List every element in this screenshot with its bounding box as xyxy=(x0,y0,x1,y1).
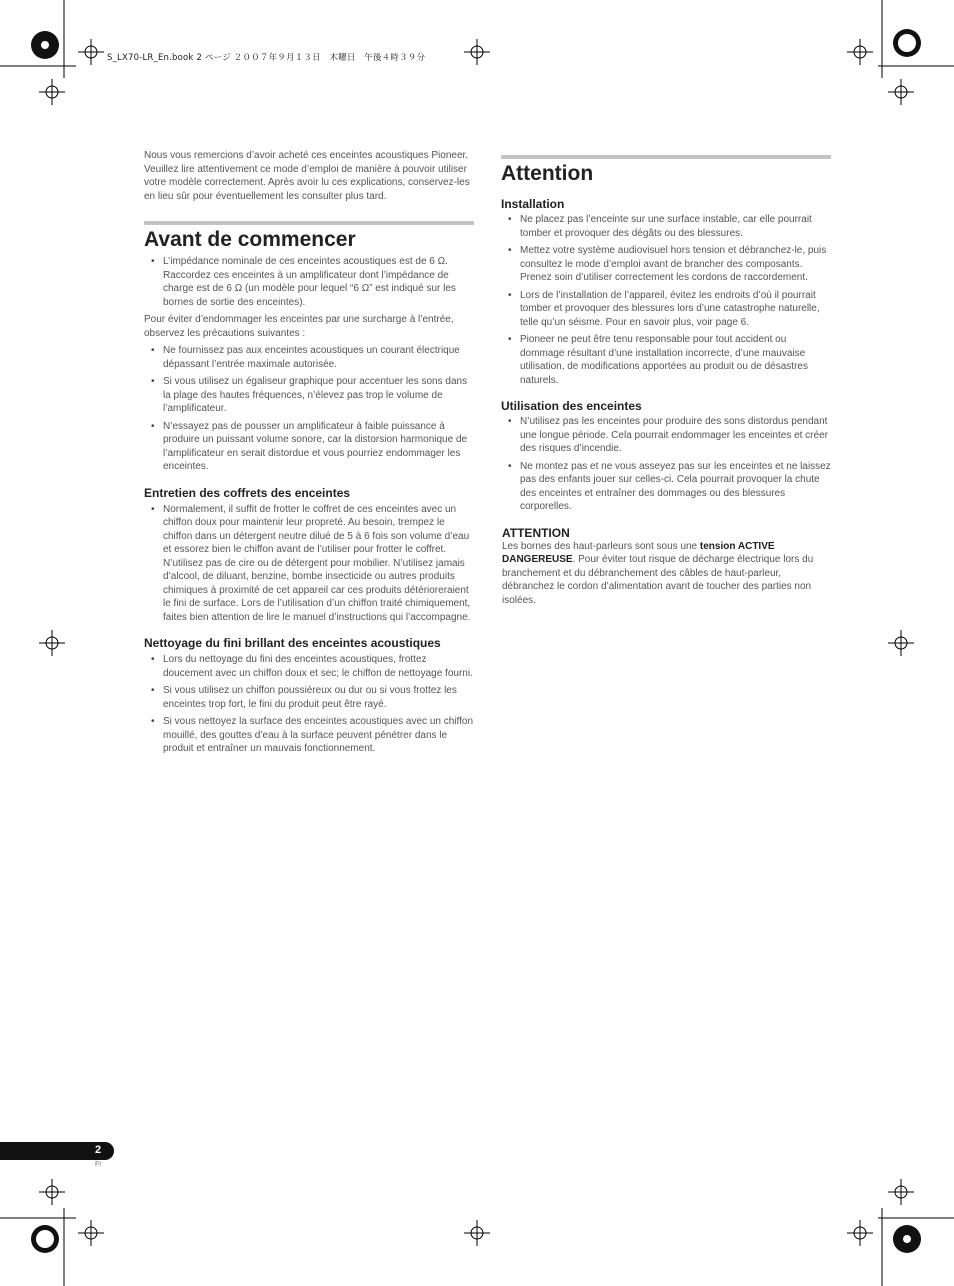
warning-box xyxy=(501,526,831,608)
section-title-avant: Avant de commencer xyxy=(144,221,474,252)
subsection-title-utilisation: Utilisation des enceintes xyxy=(501,399,642,413)
list-item: • Lors de l’installation de l’appareil, évitez les endroits d’où il pourrait tomber et provoquer des blessures lors d’une catastrophe naturelle, telle qu’un séisme. Pour en savoir plus, voir page 6. xyxy=(501,289,831,330)
list-item: • N’utilisez pas les enceintes pour produire des sons distordus pendant une longue période. Cela pourrait endommager les enceintes et créer des risques d’incendie. xyxy=(501,415,831,456)
list-item: • N’essayez pas de pousser un amplificateur à faible puissance à produire un puissant volume sonore, car la distorsion harmonique de l’amplificateur en serait distordue et vous pourriez endommager les enceintes. xyxy=(144,420,474,474)
intro-paragraph: Nous vous remercions d’avoir acheté ces enceintes acoustiques Pioneer. Veuillez lire attentivement ce mode d’emploi de manière à pouvoir utiliser votre modèle correctement. Après avoir lu ces explications, conservez-les en lieu sûr pour éventuellement les consulter plus tard. xyxy=(144,150,470,202)
overload-paragraph: Pour éviter d’endommager les enceintes par une surcharge à l’entrée, observez les précautions suivantes : xyxy=(144,314,454,339)
list-item: • Pioneer ne peut être tenu responsable pour tout accident ou dommage résultant d’une installation incorrecte, d’une mauvaise utilisation, de modifications apportées au produit ou de désastres naturels. xyxy=(501,333,831,387)
list-item: • Normalement, il suffit de frotter le coffret de ces enceintes avec un chiffon doux pour maintenir leur propreté. Au besoin, trempez le chiffon dans un détergent neutre dilué de 5 à 6 fois son volume d’eau et essorez bien le chiffon avant de l’utiliser pour frotter le coffret. N’utilisez pas de cire ou de détergent pour mobilier. N’utilisez jamais d’alcool, de diluant, benzine, bombe insecticide ou autres produits chimiques à proximité de cet appareil car ces produits détérioreraient le fini de surface. Lors de l’utilisation d’un chiffon traité chimiquement, faites bien attention de lire le manuel d’instructions qui l’accompagne. xyxy=(144,503,474,625)
right-column xyxy=(501,155,831,607)
warning-text xyxy=(502,540,831,608)
list-item: • Lors du nettoyage du fini des enceintes acoustiques, frottez doucement avec un chiffon doux et sec; le chiffon de nettoyage fourni. xyxy=(144,653,474,680)
cleaning-list xyxy=(144,653,474,756)
list-item: • Ne placez pas l’enceinte sur une surface instable, car elle pourrait tomber et provoquer des dégâts ou des blessures. xyxy=(501,213,831,240)
usage-list xyxy=(501,415,831,514)
section-title-attention: Attention xyxy=(501,155,831,186)
warning-text-start: Les bornes des haut-parleurs sont sous une xyxy=(502,540,700,552)
subsection-title-installation: Installation xyxy=(501,197,565,211)
warning-text-end: . Pour éviter tout risque de décharge électrique lors du branchement et du débranchement des câbles de haut-parleur, débranchez le cordon d’alimentation avant de toucher des parties non isolées. xyxy=(502,554,814,606)
list-item: • Si vous utilisez un chiffon poussiéreux ou dur ou si vous frottez les enceintes trop fort, le fini du produit peut être rayé. xyxy=(144,684,474,711)
left-column xyxy=(144,149,474,756)
warning-emphasis: tension ACTIVE DANGEREUSE xyxy=(502,540,775,565)
file-info-header: S_LX70-LR_En.book 2 ページ ２００７年９月１３日 木曜日 午後４時３９分 xyxy=(107,53,426,63)
precautions-list xyxy=(144,344,474,474)
list-item: • Mettez votre système audiovisuel hors tension et débranchez-le, puis consultez le mode d’emploi avant de brancher des composants. Prenez soin d’utiliser correctement les cordons de raccordement. xyxy=(501,244,831,285)
list-item: • Ne fournissez pas aux enceintes acoustiques un courant électrique dépassant l’entrée maximale autorisée. xyxy=(144,344,474,371)
subsection-title-entretien: Entretien des coffrets des enceintes xyxy=(144,485,351,500)
impedance-list xyxy=(144,255,474,309)
language-code: Fr xyxy=(95,1161,102,1168)
list-item: • Ne montez pas et ne vous asseyez pas sur les enceintes et ne laissez pas des enfants jouer sur celles-ci. Cela pourrait provoquer la chute des enceintes et entraîner des dommages ou des blessures corporelles. xyxy=(501,460,831,514)
warning-title: ATTENTION xyxy=(502,525,570,540)
subsection-title-nettoyage: Nettoyage du fini brillant des enceintes acoustiques xyxy=(144,636,441,650)
list-item: • L’impédance nominale de ces enceintes acoustiques est de 6 Ω. Raccordez ces enceintes à un amplificateur dont l’impédance de charge est de 6 Ω (un modèle pour lequel “6 Ω” est indiqué sur les bornes de sortie des enceintes). xyxy=(144,255,474,309)
maintenance-list xyxy=(144,503,474,625)
list-item: • Si vous utilisez un égaliseur graphique pour accentuer les sons dans la plage des hautes fréquences, n’élevez pas trop le volume de l’amplificateur. xyxy=(144,375,474,416)
page-number: 2 xyxy=(95,1144,102,1156)
list-item: • Si vous nettoyez la surface des enceintes acoustiques avec un chiffon mouillé, des gouttes d’eau à la surface peuvent pénétrer dans le produit et entraîner un mauvais fonctionnement. xyxy=(144,715,474,756)
installation-list xyxy=(501,213,831,387)
